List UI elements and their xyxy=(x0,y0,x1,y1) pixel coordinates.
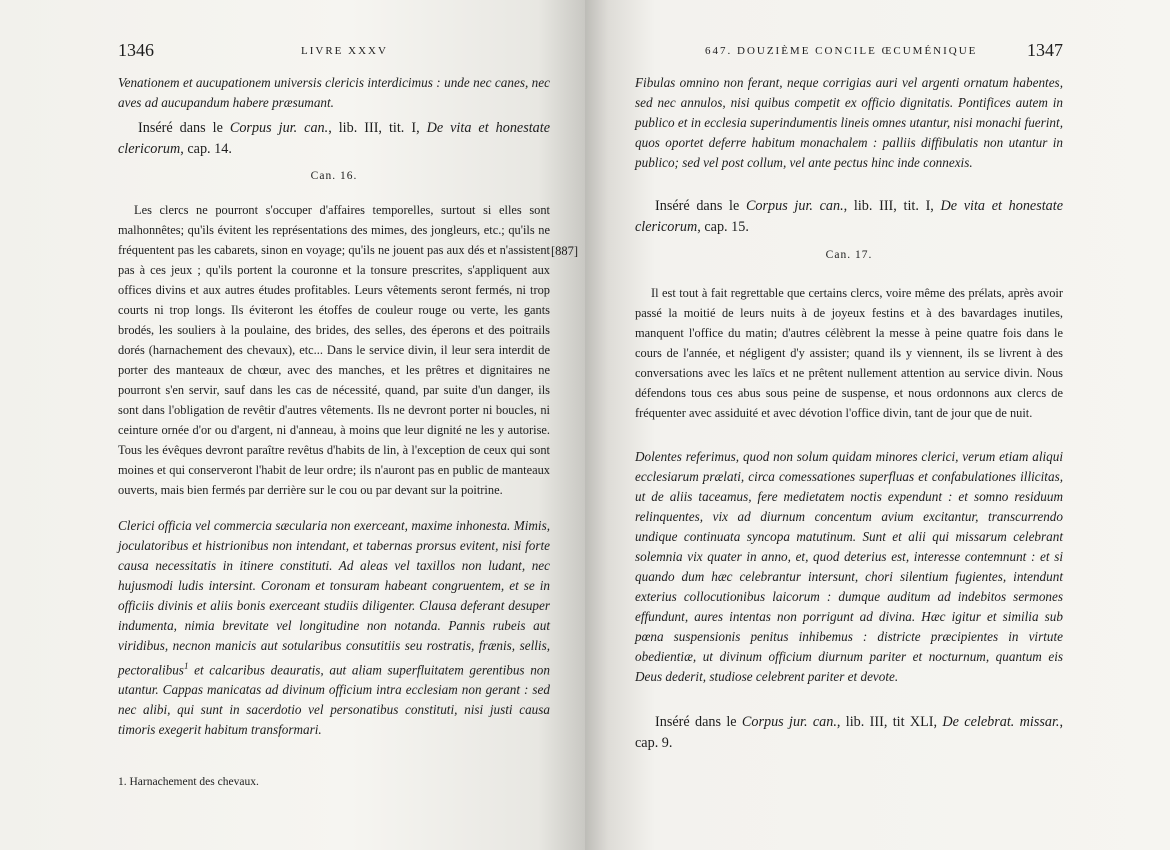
right-page-number: 1347 xyxy=(1027,40,1063,60)
latin-paragraph: Clerici officia vel commercia sæcularia non exerceant, maxime inhonesta. Mimis, joculatoribus et histrionibus non intendant, et tabernas prorsus evitent, nisi forte causa necessitatis in itinere constituti. Ad aleas vel taxillos non ludant, nec hujusmodi ludis intersint. Coronam et tonsuram habeant congruentem, et se in officiis divinis et aliis bonis exerceant studiis diligenter. Clausa deferant desuper indumenta, nimia brevitate vel longitudine non notanda. Pannis rubeis aut viridibus, necnon manicis aut sotularibus consutitiis seu rostratis, frænis, sellis, pectoralibus$^1$ et calcaribus deauratis, aut aliam superfluitatem gerentibus non utantur. Cappas manicatas ad divinum officium intra ecclesiam non gerant : sed nec alibi, qui sunt in sacerdotio vel personatibus constituti, nisi justi causa timoris exegerit habitum transformari. xyxy=(118,518,550,738)
french-paragraph: Les clercs ne pourront s'occuper d'affaires temporelles, surtout si elles sont malhonnêtes; qu'ils évitent les représentations des mimes, des jongleurs, etc.; qu'ils ne fréquentent pas les cabarets, sinon en voyage; qu'ils ne jouent pas aux dés et n'assistent pas à ces jeux ; qu'ils portent la couronne et la tonsure prescrites, s'appliquent aux offices divins et aux autres études profitables. Leurs vêtements seront fermés, ni trop courts ni trop longs. Ils éviteront les étoffes de couleur rouge ou verte, les gants brodés, les souliers à la poulaine, des brides, des selles, des éperons et des poitrails dorés (harnachement des chevaux), etc... Dans le service divin, il leur sera interdit de porter des manteaux de chœur, avec des manches, et les prêtres et dignitaires ne pourront s'en servir, sauf dans les cas de nécessité, quand, par suite d'un danger, ils sont dans l'obligation de revêtir d'autres vêtements. Ils ne devront porter ni boucles, ni ceinture ornée d'or ou d'argent, ni d'anneau, à moins que leur dignité ne les y autorise. Tous les évêques devront paraître revêtus d'habits de lin, à l'exception de ceux qui sont moines et qui conserveront l'habit de leur ordre; ils n'auront pas en public de manteaux ouverts, mais bien fermés par derrière sur le cou ou par devant sur la poitrine. xyxy=(118,203,550,497)
right-running-head xyxy=(635,40,1063,64)
canon-16-french xyxy=(118,200,550,500)
latin-paragraph: Fibulas omnino non ferant, neque corrigias auri vel argenti ornatum habentes, sed nec annulos, nisi quibus competit ex officio dignitatis. Pontifices autem in publico et in ecclesia superindumentis lineis omnes utantur, nisi monachi fuerint, quos oportet deferre habitum monachalem : palliis diffibulatis non utantur in publico; sed vel post collum, vel ante pectus hinc inde connexis. xyxy=(635,75,1063,170)
left-intro-latin xyxy=(118,73,550,113)
right-running-title: 647. DOUZIÈME CONCILE ŒCUMÉNIQUE xyxy=(705,45,978,57)
left-reference-can15 xyxy=(118,118,550,159)
footnote-marker[interactable]: 1 xyxy=(183,661,189,671)
right-reference-can17 xyxy=(635,712,1063,753)
right-reference-can15 xyxy=(635,196,1063,237)
right-page xyxy=(585,0,1170,850)
canon-17-heading: Can. 17. xyxy=(825,249,873,261)
margin-page-reference: [887] xyxy=(551,244,579,258)
canon-16-heading: Can. 16. xyxy=(310,170,358,182)
right-latin-continuation xyxy=(635,73,1063,173)
canon-16-latin xyxy=(118,516,550,740)
left-running-head xyxy=(118,40,550,64)
left-running-title: LIVRE XXXV xyxy=(301,45,388,57)
corpus-reference: Inséré dans le Corpus jur. can., lib. III, tit. I, De vita et honestate clericorum, cap. 14. xyxy=(118,120,551,157)
left-footnote: 1. Harnachement des chevaux. xyxy=(118,776,259,788)
latin-paragraph: Dolentes referimus, quod non solum quidam minores clerici, verum etiam aliqui ecclesiarum prælati, circa comessationes superfluas et confabulationes illicitas, ut de aliis taceamus, fere medietatem noctis expendunt : et somno residuum relinquentes, vix ad diurnum concentum avium excitantur, transcurrendo undique continuata syncopa matutinum. Sunt et alii qui missarum celebrant solemnia vix quater in anno, et, quod deterius est, interesse contemnunt : et si quando dum hæc celebrantur intersunt, chori silentium fugientes, intendunt exterius collocutionibus laicorum : dumque auditum ad indebitos sermones effundunt, aures intentas non porrigunt ad divina. Hæc igitur et similia sub pœna suspensionis penitus inhibemus : districte præcipientes in virtute obedientiæ, ut divinum officium diurnum pariter et nocturnum, quantum eis Deus dederit, studiose celebrent pariter et devote. xyxy=(635,449,1063,684)
french-paragraph: Il est tout à fait regrettable que certains clercs, voire même des prélats, après avoir passé la moitié de leurs nuits à de joyeux festins et à des bavardages inutiles, manquent l'office du matin; d'autres célèbrent la messe à peine quatre fois dans le cours de l'année, et négligent d'y assister; quand ils y viennent, ils se livrent à des conversations avec les laïcs et ne prêtent nullement attention au service divin. Nous défendons tous ces abus sous peine de suspense, et nous ordonnons aux clercs de fréquenter avec assiduité et avec dévotion l'office divin, tant de jour que de nuit. xyxy=(635,286,1063,420)
left-page-number: 1346 xyxy=(118,40,154,60)
corpus-reference: Inséré dans le Corpus jur. can., lib. III, tit. I, De vita et honestate clericorum, cap. 15. xyxy=(635,198,1064,235)
canon-17-latin xyxy=(635,447,1063,687)
corpus-reference: Inséré dans le Corpus jur. can., lib. III, tit XLI, De celebrat. missar., cap. 9. xyxy=(635,714,1064,751)
canon-17-french xyxy=(635,283,1063,423)
latin-paragraph: Venationem et aucupationem universis clericis interdicimus : unde nec canes, nec aves ad aucupandum habere præsumant. xyxy=(118,75,550,110)
